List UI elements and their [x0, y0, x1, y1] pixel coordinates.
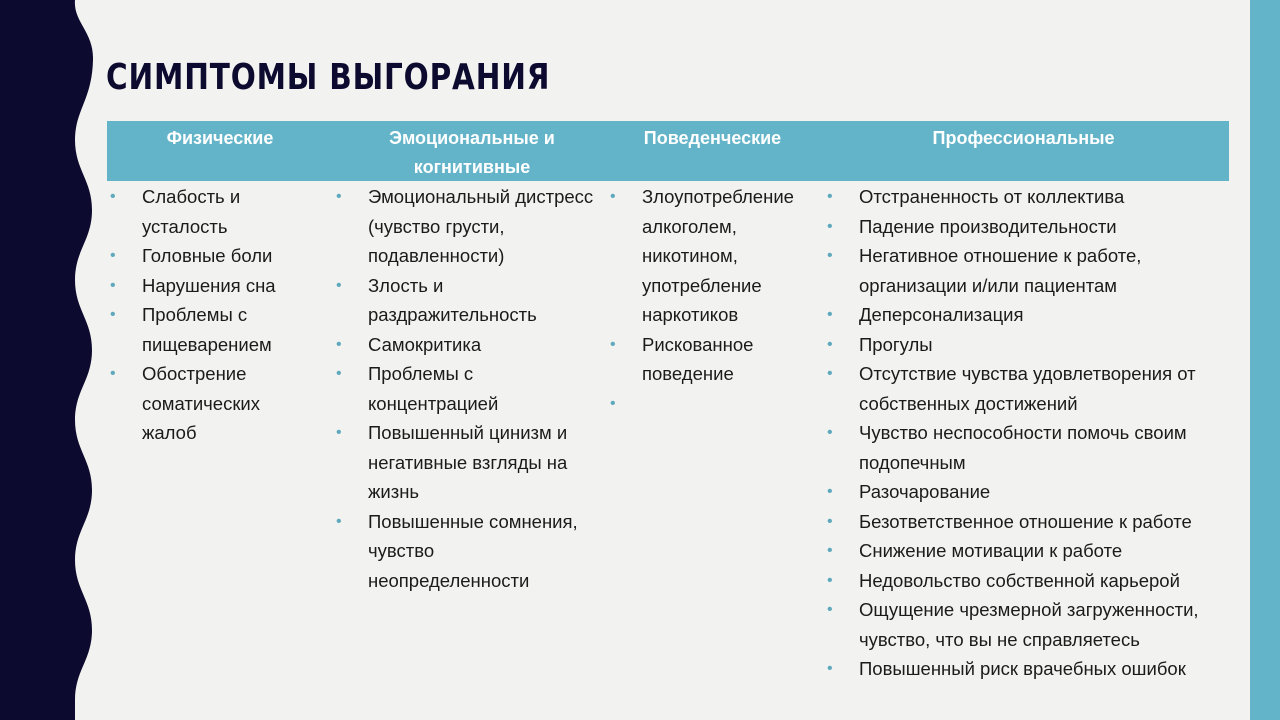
behavioral-list	[607, 182, 809, 389]
table-header-row	[107, 121, 1229, 181]
list-item: • Деперсонализация	[824, 300, 1229, 330]
emotional-cognitive-list	[333, 182, 600, 595]
list-item: • Самокритика	[333, 330, 600, 360]
header-behavioral: Поведенческие	[643, 128, 782, 148]
professional-list	[824, 182, 1229, 684]
list-item: • Слабость и усталость	[107, 182, 307, 241]
list-item: • Снижение мотивации к работе	[824, 536, 1229, 566]
list-item: • Повышенные сомнения, чувство неопределенности	[333, 507, 600, 596]
list-item: • Проблемы с концентрацией	[333, 359, 600, 418]
list-item: • Эмоциональный дистресс (чувство грусти, подавленности)	[333, 182, 600, 271]
list-item: • Чувство неспособности помочь своим подопечным	[824, 418, 1229, 477]
list-item: • Повышенный риск врачебных ошибок	[824, 654, 1229, 684]
column-professional	[824, 182, 1229, 684]
right-accent-stripe	[1250, 0, 1280, 720]
list-item: • Злоупотребление алкоголем, никотином, употребление наркотиков	[607, 182, 809, 330]
header-professional: Профессиональные	[932, 128, 1115, 148]
list-item: • Обострение соматических жалоб	[107, 359, 307, 448]
slide-title: СИМПТОМЫ ВЫГОРАНИЯ	[106, 57, 551, 98]
list-item: • Злость и раздражительность	[333, 271, 600, 330]
list-item: • Безответственное отношение к работе	[824, 507, 1229, 537]
wavy-left-band	[0, 0, 110, 720]
list-item: • Нарушения сна	[107, 271, 307, 301]
list-item: • Повышенный цинизм и негативные взгляды на жизнь	[333, 418, 600, 507]
list-item: • Отсутствие чувства удовлетворения от собственных достижений	[824, 359, 1229, 418]
list-item: • Отстраненность от коллектива	[824, 182, 1229, 212]
column-emotional-cognitive	[333, 182, 600, 595]
list-item: • Падение производительности	[824, 212, 1229, 242]
list-item: • Недовольство собственной карьерой	[824, 566, 1229, 596]
symptoms-table	[107, 121, 1229, 679]
list-item: • Проблемы с пищеварением	[107, 300, 307, 359]
list-item: • Прогулы	[824, 330, 1229, 360]
list-item: • Негативное отношение к работе, организации и/или пациентам	[824, 241, 1229, 300]
list-item: • Ощущение чрезмерной загруженности, чувство, что вы не справляетесь	[824, 595, 1229, 654]
list-item: • Рискованное поведение	[607, 330, 809, 389]
physical-list	[107, 182, 307, 448]
header-emotional-cognitive: Эмоциональные и когнитивные	[389, 128, 555, 177]
column-behavioral	[607, 182, 809, 389]
list-item: • Головные боли	[107, 241, 307, 271]
column-physical	[107, 182, 307, 448]
header-physical: Физические	[166, 128, 274, 148]
list-item: • Разочарование	[824, 477, 1229, 507]
